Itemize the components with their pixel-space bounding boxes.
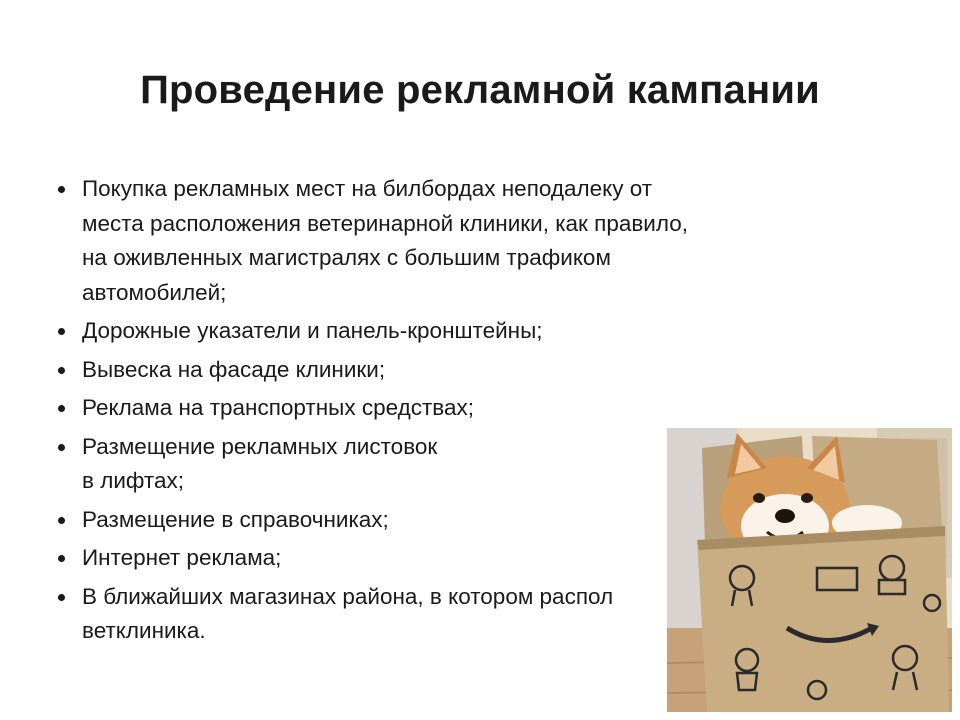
slide-title: Проведение рекламной кампании [140, 68, 820, 112]
bullet-icon [58, 517, 65, 524]
dog-in-box-illustration [667, 428, 952, 712]
bullet-text: Дорожные указатели и панель-кронштейны; [82, 318, 543, 343]
bullet-text: Размещение рекламных листовок в лифтах; [82, 433, 438, 493]
list-item [58, 172, 778, 310]
bullet-text: Реклама на транспортных средствах; [82, 395, 475, 420]
bullet-icon [58, 405, 65, 412]
list-item [58, 391, 778, 426]
bullet-icon [58, 186, 65, 193]
bullet-icon [58, 594, 65, 601]
bullet-text: Интернет реклама; [82, 545, 282, 570]
bullet-text: Вывеска на фасаде клиники; [82, 356, 386, 382]
dog-in-box-photo [667, 428, 952, 712]
bullet-icon [58, 444, 65, 451]
bullet-text: Покупка рекламных мест на билбордах неподалеку от места расположения ветеринарной клиники, как правило, на оживленных магистралях с большим трафиком автомобилей; [82, 176, 689, 305]
bullet-text: Размещение в справочниках; [82, 506, 389, 532]
bullet-icon [58, 555, 65, 562]
bullet-icon [58, 328, 65, 335]
bullet-text: В ближайших магазинах района, в котором распол ветклиника. [82, 583, 614, 643]
list-item [58, 314, 778, 349]
list-item [58, 353, 778, 388]
bullet-icon [58, 367, 65, 374]
